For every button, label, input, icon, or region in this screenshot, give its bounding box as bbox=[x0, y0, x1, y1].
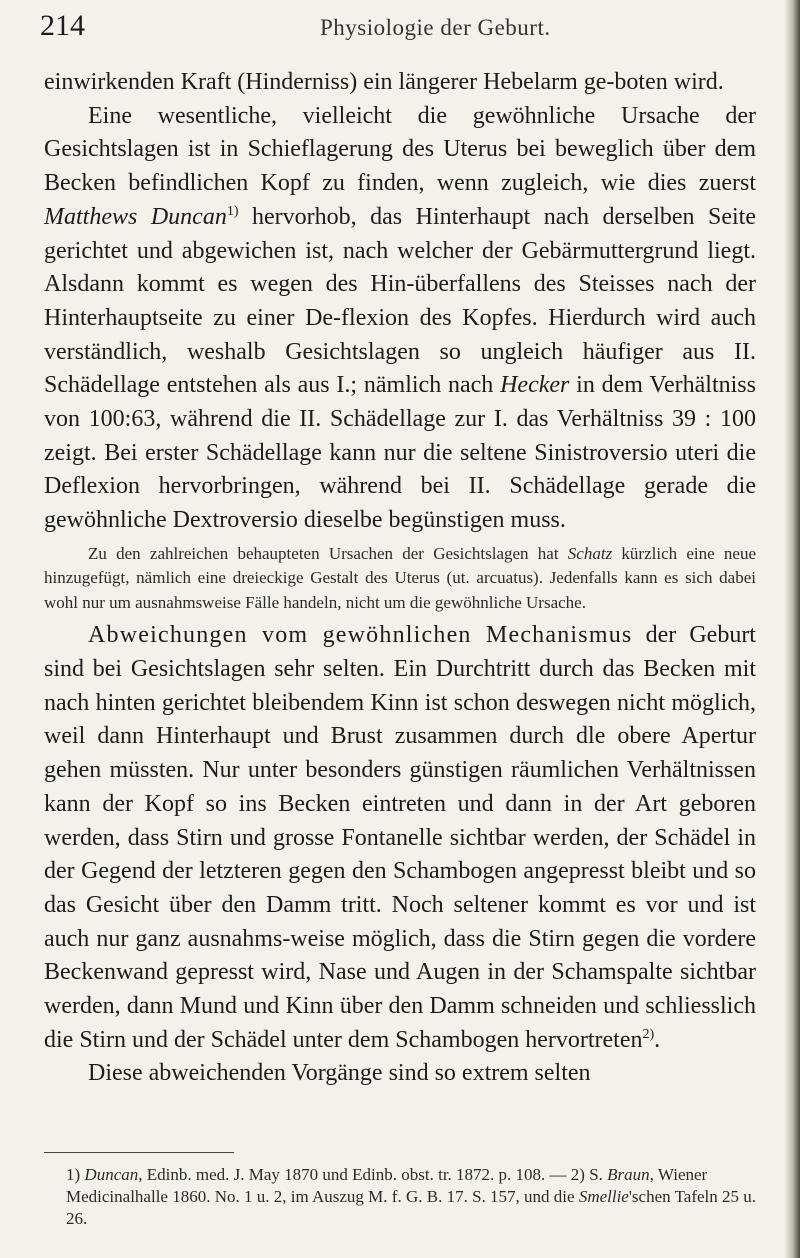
footnote bbox=[44, 1164, 756, 1230]
page-number: 214 bbox=[40, 9, 85, 42]
footnote-mark: — 2) S. bbox=[549, 1165, 603, 1184]
paragraph-text: hervorhob, das Hinterhaupt nach derselben Seite gerichtet und abgewichen ist, nach welcher der Gebärmuttergrund liegt. Alsdann kommt es wegen des Hin-überfallens des Steisses nach der Hinterhauptseite zu einer De-flexion des Kopfes. Hierdurch wird auch verständlich, weshalb Gesichtslagen so ungleich häufiger aus II. Schädellage entstehen als aus I.; nämlich nach bbox=[44, 203, 756, 399]
author-name: Braun bbox=[607, 1165, 650, 1184]
author-name: Schatz bbox=[567, 543, 613, 563]
footnote-rule bbox=[44, 1152, 234, 1153]
paragraph-text: der Geburt sind bei Gesichtslagen sehr selten. Ein Durchtritt durch das Becken mit nach hinten gerichtet bleibendem Kinn ist schon deswegen nicht möglich, weil dann Hinterhaupt und Brust zusammen durch dle obere Apertur gehen müssten. Nur unter besonders günstigen räumlichen Verhältnissen kann der Kopf so ins Becken eintreten und dann in der Art geboren werden, dass Stirn und grosse Fontanelle sichtbar werden, der Schädel in der Gegend der letzteren gegen den Schambogen angepresst bleibt und so das Gesicht über den Damm tritt. Noch seltener kommt es vor und ist auch nur ganz ausnahms-weise möglich, dass die Stirn gegen die vordere Beckenwand gepresst wird, Nase und Augen in der Schamspalte sichtbar werden, dann Mund und Kinn über den Damm schneiden und schliesslich die Stirn und der Schädel unter dem Schambogen hervortreten bbox=[44, 622, 756, 1053]
page-header bbox=[40, 6, 760, 46]
author-name: Matthews Duncan bbox=[44, 203, 227, 230]
footnote-text: , Wiener Medicinalhalle 1860. No. 1 u. 2, im Auszug M. f. G. B. 17. S. 157, und die bbox=[66, 1165, 708, 1206]
paragraph-text: Eine wesentliche, vielleicht die gewöhnliche Ursache der Gesichtslagen ist in Schieflagerung des Uterus bei beweglich über dem Becken befindlichen Kopf zu finden, wenn zugleich, wie dies zuerst bbox=[44, 102, 756, 197]
main-text bbox=[44, 66, 756, 1091]
footnote-ref: 1) bbox=[226, 203, 239, 219]
footnote-ref: 2) bbox=[642, 1026, 655, 1042]
footnotes bbox=[44, 1164, 756, 1230]
footnote-text: 'schen Tafeln 25 u. 26. bbox=[66, 1187, 756, 1228]
note-text: Zu den zahlreichen behaupteten Ursachen der Gesichtslagen hat bbox=[88, 543, 568, 563]
author-name: Smellie bbox=[578, 1187, 629, 1206]
paragraph-text: Diese abweichenden Vorgänge sind so extrem selten bbox=[88, 1060, 591, 1087]
author-name: Duncan bbox=[84, 1165, 139, 1184]
footnote-mark: 1) bbox=[66, 1165, 81, 1184]
note-text: kürzlich eine neue hinzugefügt, nämlich eine dreieckige Gestalt des Uterus (ut. arcuatus). Jedenfalls kann es sich dabei wohl nur um ausnahmsweise Fälle handeln, nicht um die gewöhnliche Ursache. bbox=[44, 543, 756, 612]
paragraph-text: . bbox=[654, 1026, 661, 1053]
paragraph-continued bbox=[44, 66, 756, 100]
paragraph-causes bbox=[44, 100, 756, 538]
small-print-note bbox=[44, 542, 756, 616]
footnote-text: , Edinb. med. J. May 1870 und Edinb. obst. tr. 1872. p. 108. bbox=[138, 1165, 546, 1184]
paragraph-text: einwirkenden Kraft (Hinderniss) ein längerer Hebelarm ge-boten wird. bbox=[44, 69, 724, 95]
paragraph-text: in dem Verhältniss von 100:63, während die II. Schädellage zur I. das Verhältniss 39 : 100 zeigt. Bei erster Schädellage kann nur die seltene Sinistroversio uteri die Deflexion hervorbringen, während bei II. Schädellage gerade die gewöhnliche Dextroversio dieselbe begünstigen muss. bbox=[44, 372, 756, 534]
author-name: Hecker bbox=[500, 372, 570, 399]
paragraph-deviations bbox=[44, 619, 756, 1057]
paragraph-last bbox=[44, 1057, 756, 1091]
binding-edge-shadow bbox=[784, 0, 800, 1258]
running-head: Physiologie der Geburt. bbox=[320, 15, 551, 40]
lead-phrase: Abweichungen vom gewöhnlichen Mechanismus bbox=[88, 622, 633, 649]
